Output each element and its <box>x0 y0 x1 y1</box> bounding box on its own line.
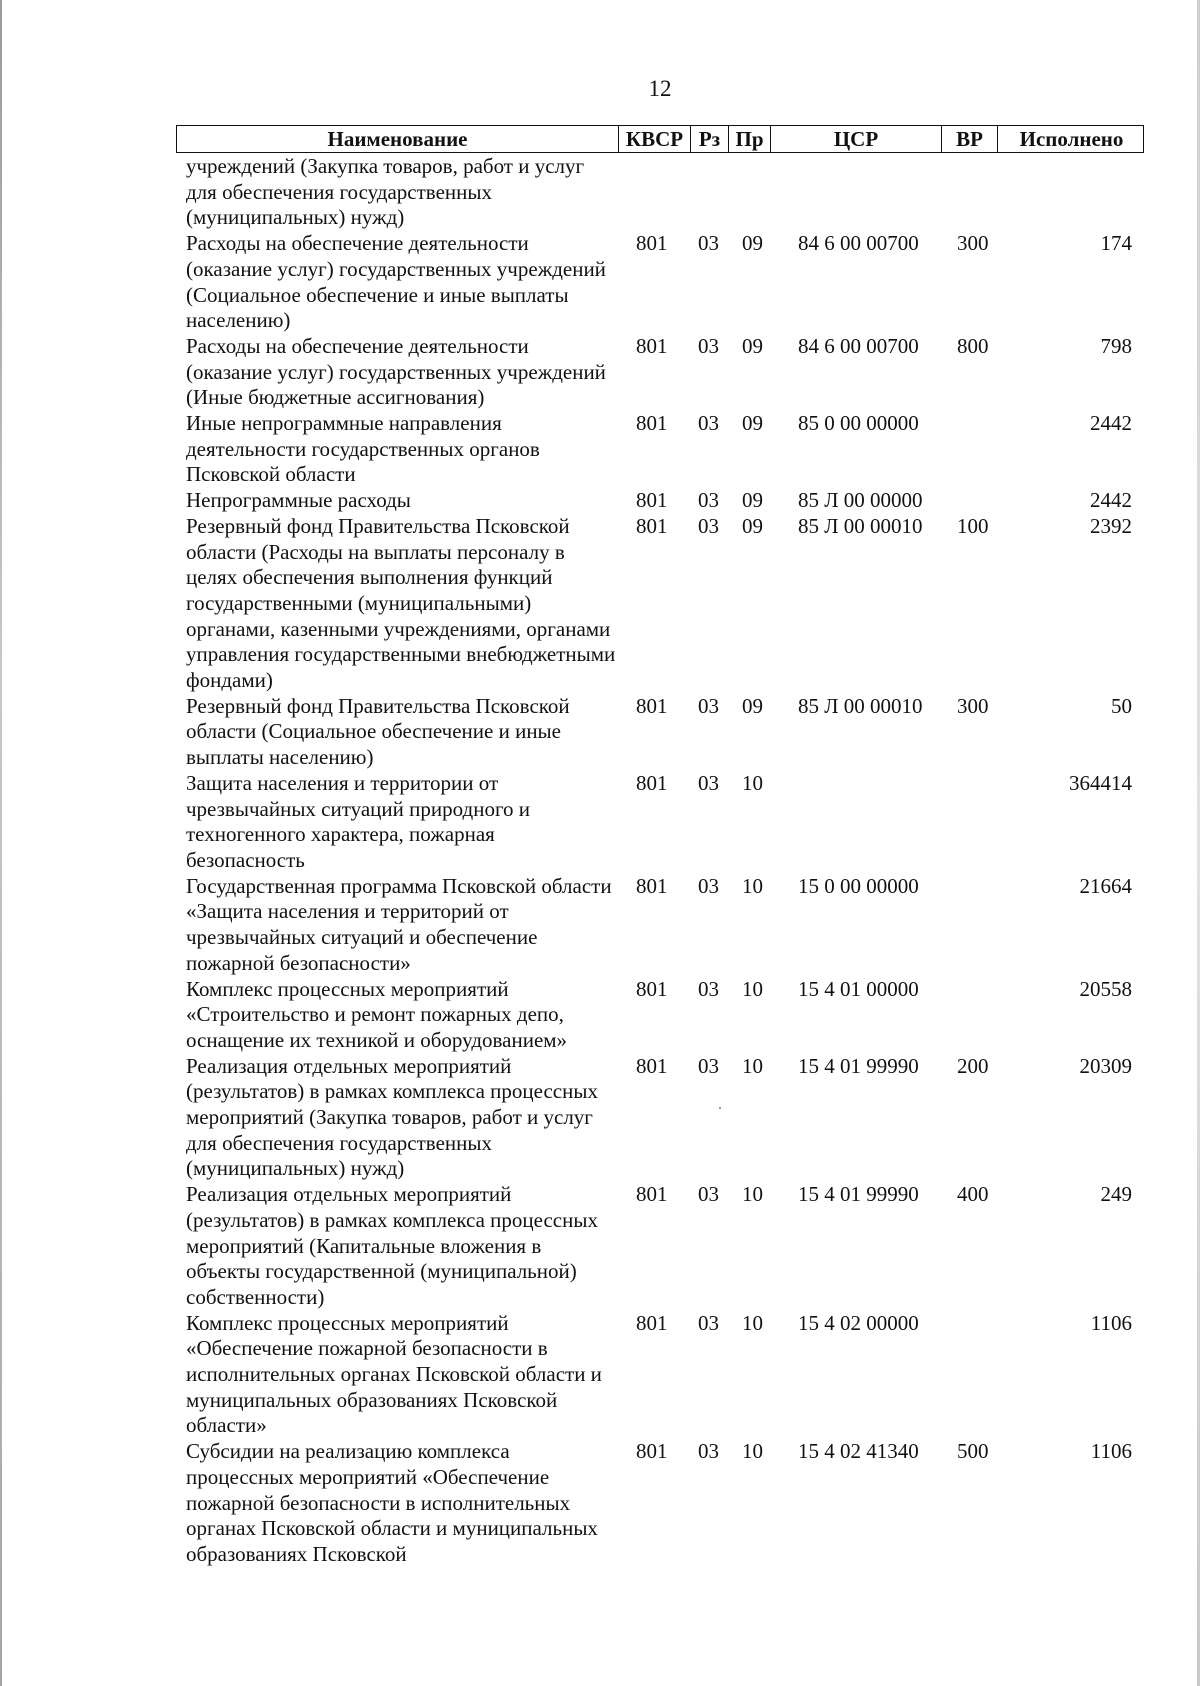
row-executed: 2442 <box>1090 411 1132 436</box>
table-row <box>0 231 1200 334</box>
row-pr: 10 <box>742 1053 763 1078</box>
row-rz: 03 <box>698 1439 719 1464</box>
row-executed: 20309 <box>1079 1053 1132 1078</box>
row-kvsr: 801 <box>636 231 668 256</box>
row-vr: 400 <box>957 1182 989 1207</box>
row-kvsr: 801 <box>636 1439 668 1464</box>
row-executed: 174 <box>1100 231 1132 256</box>
row-rz: 03 <box>698 513 719 538</box>
row-csr: 15 4 01 99990 <box>798 1182 919 1207</box>
row-executed: 364414 <box>1069 770 1132 795</box>
row-name: учреждений (Закупка товаров, работ и услуг для обеспечения государственных (муниципальных) нужд) <box>186 154 585 230</box>
row-pr: 10 <box>742 1439 763 1464</box>
row-csr: 15 4 01 99990 <box>798 1053 919 1078</box>
table-row <box>0 411 1200 488</box>
row-rz: 03 <box>698 693 719 718</box>
table-row <box>0 334 1200 411</box>
row-pr: 09 <box>742 411 763 436</box>
row-kvsr: 801 <box>636 770 668 795</box>
row-pr: 09 <box>742 488 763 513</box>
row-rz: 03 <box>698 873 719 898</box>
table-row <box>0 874 1200 977</box>
header-executed: Исполнено <box>997 126 1145 152</box>
table-row <box>0 154 1200 231</box>
row-pr: 10 <box>742 770 763 795</box>
row-csr: 85 Л 00 00000 <box>798 488 923 513</box>
row-pr: 09 <box>742 513 763 538</box>
row-csr: 84 6 00 00700 <box>798 231 919 256</box>
row-executed: 249 <box>1100 1182 1132 1207</box>
row-csr: 15 0 00 00000 <box>798 873 919 898</box>
row-name: Резервный фонд Правительства Псковской области (Социальное обеспечение и иные выплаты населению) <box>186 693 570 770</box>
row-pr: 09 <box>742 231 763 256</box>
row-name: Субсидии на реализацию комплекса процессных мероприятий «Обеспечение пожарной безопасности в исполнительных органах Псковской области и муниципальных образованиях Псковской <box>186 1439 598 1566</box>
row-vr: 100 <box>957 513 989 538</box>
row-executed: 1106 <box>1090 1439 1132 1464</box>
row-csr: 85 Л 00 00010 <box>798 693 923 718</box>
row-rz: 03 <box>698 231 719 256</box>
row-kvsr: 801 <box>636 333 668 358</box>
row-csr: 15 4 01 00000 <box>798 976 919 1001</box>
table-row <box>0 1439 1200 1568</box>
row-executed: 50 <box>1111 693 1132 718</box>
row-kvsr: 801 <box>636 693 668 718</box>
row-csr: 85 0 00 00000 <box>798 411 919 436</box>
table-row <box>0 1182 1200 1311</box>
row-executed: 20558 <box>1079 976 1132 1001</box>
row-name: Государственная программа Псковской области «Защита населения и территорий от чрезвычайных ситуаций и обеспечение пожарной безопасности» <box>186 873 612 975</box>
row-name: Расходы на обеспечение деятельности (оказание услуг) государственных учреждений (Иные бюджетные ассигнования) <box>186 333 606 410</box>
row-name: Реализация отдельных мероприятий (результатов) в рамках комплекса процессных мероприятий (Закупка товаров, работ и услуг для обеспечения государственных (муниципальных) нужд) <box>186 1053 598 1181</box>
row-vr: 800 <box>957 333 989 358</box>
table-row <box>0 771 1200 874</box>
row-name: Резервный фонд Правительства Псковской области (Расходы на выплаты персоналу в целях обеспечения выполнения функций государственными (муниципальными) органами, казенными учреждениями, органами управления государственными внебюджетными фондами) <box>186 513 616 693</box>
header-vr: ВР <box>941 126 997 152</box>
row-pr: 10 <box>742 976 763 1001</box>
row-name: Расходы на обеспечение деятельности (оказание услуг) государственных учреждений (Социальное обеспечение и иные выплаты населению) <box>186 231 606 333</box>
row-kvsr: 801 <box>636 1182 668 1207</box>
table-row <box>0 694 1200 771</box>
row-rz: 03 <box>698 1053 719 1078</box>
table-row <box>0 1311 1200 1440</box>
page-number: 12 <box>648 76 672 101</box>
row-pr: 10 <box>742 873 763 898</box>
row-executed: 2442 <box>1090 488 1132 513</box>
row-pr: 09 <box>742 333 763 358</box>
row-vr: 500 <box>957 1439 989 1464</box>
row-name: Непрограммные расходы <box>186 488 411 513</box>
row-csr: 15 4 02 41340 <box>798 1439 919 1464</box>
row-name: Комплекс процессных мероприятий «Строительство и ремонт пожарных депо, оснащение их техникой и оборудованием» <box>186 976 568 1052</box>
row-kvsr: 801 <box>636 873 668 898</box>
row-name: Защита населения и территории от чрезвычайных ситуаций природного и техногенного характера, пожарная безопасность <box>186 770 531 872</box>
table-row <box>0 1054 1200 1183</box>
header-kvsr: КВСР <box>618 126 690 152</box>
row-name: Иные непрограммные направления деятельности государственных органов Псковской области <box>186 411 540 487</box>
row-rz: 03 <box>698 488 719 513</box>
row-pr: 09 <box>742 693 763 718</box>
row-rz: 03 <box>698 1310 719 1335</box>
row-kvsr: 801 <box>636 1053 668 1078</box>
row-name: Комплекс процессных мероприятий «Обеспечение пожарной безопасности в исполнительных органах Псковской области и муниципальных образованиях Псковской области» <box>186 1310 602 1438</box>
row-vr: 200 <box>957 1053 989 1078</box>
row-csr: 15 4 02 00000 <box>798 1310 919 1335</box>
row-csr: 84 6 00 00700 <box>798 333 919 358</box>
row-executed: 2392 <box>1090 513 1132 538</box>
table-row <box>0 977 1200 1054</box>
row-executed: 21664 <box>1079 873 1132 898</box>
row-kvsr: 801 <box>636 411 668 436</box>
row-pr: 10 <box>742 1310 763 1335</box>
row-kvsr: 801 <box>636 976 668 1001</box>
row-rz: 03 <box>698 411 719 436</box>
row-kvsr: 801 <box>636 488 668 513</box>
row-csr: 85 Л 00 00010 <box>798 513 923 538</box>
row-rz: 03 <box>698 333 719 358</box>
row-pr: 10 <box>742 1182 763 1207</box>
row-rz: 03 <box>698 976 719 1001</box>
table-row <box>0 514 1200 694</box>
table-header <box>176 125 1144 153</box>
header-rz: Рз <box>690 126 728 152</box>
row-vr: 300 <box>957 693 989 718</box>
header-name: Наименование <box>327 126 468 151</box>
row-kvsr: 801 <box>636 513 668 538</box>
row-executed: 798 <box>1100 333 1132 358</box>
row-rz: 03 <box>698 1182 719 1207</box>
table-body <box>0 154 1200 1568</box>
row-kvsr: 801 <box>636 1310 668 1335</box>
header-pr: Пр <box>728 126 770 152</box>
table-row <box>0 488 1200 514</box>
row-executed: 1106 <box>1090 1310 1132 1335</box>
header-csr: ЦСР <box>770 126 941 152</box>
row-vr: 300 <box>957 231 989 256</box>
row-name: Реализация отдельных мероприятий (результатов) в рамках комплекса процессных мероприятий (Капитальные вложения в объекты государственной (муниципальной) собственности) <box>186 1182 598 1309</box>
row-rz: 03 <box>698 770 719 795</box>
